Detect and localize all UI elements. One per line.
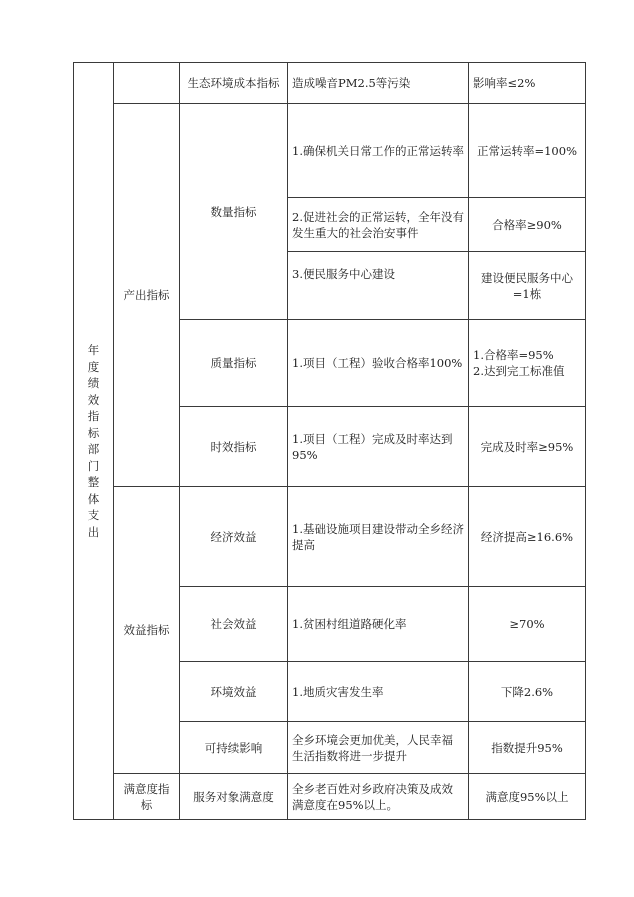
social-benefit-value: ≥70% — [469, 587, 586, 662]
timeliness-indicator-label: 时效指标 — [180, 407, 288, 487]
economic-benefit-label: 经济效益 — [180, 487, 288, 587]
table-row-satisfaction — [74, 774, 586, 820]
quantity-value-3: 建设便民服务中心=1栋 — [469, 252, 586, 320]
empty-cell — [114, 63, 180, 104]
eco-cost-value: 影响率≤2% — [469, 63, 586, 104]
quality-value — [469, 320, 586, 407]
quality-value-line-1: 1.合格率=95% — [473, 348, 554, 362]
output-indicator-label: 产出指标 — [114, 104, 180, 487]
satisfaction-indicator-label: 满意度指标 — [114, 774, 180, 820]
social-benefit-label: 社会效益 — [180, 587, 288, 662]
economic-benefit-content: 1.基础设施项目建设带动全乡经济提高 — [288, 487, 469, 587]
table-row-eco-cost — [74, 63, 586, 104]
eco-cost-index: 生态环境成本指标 — [180, 63, 288, 104]
eco-cost-content: 造成噪音PM2.5等污染 — [288, 63, 469, 104]
quantity-content-3: 3.便民服务中心建设 — [288, 252, 469, 320]
quantity-value-1: 正常运转率=100% — [469, 104, 586, 198]
environment-benefit-content: 1.地质灾害发生率 — [288, 662, 469, 722]
economic-benefit-value: 经济提高≥16.6% — [469, 487, 586, 587]
benefit-indicator-label: 效益指标 — [114, 487, 180, 774]
quantity-value-2: 合格率≥90% — [469, 198, 586, 252]
environment-benefit-label: 环境效益 — [180, 662, 288, 722]
quality-content: 1.项目（工程）验收合格率100% — [288, 320, 469, 407]
satisfaction-content: 全乡老百姓对乡政府决策及成效满意度在95%以上。 — [288, 774, 469, 820]
sustainable-impact-content: 全乡环境会更加优美，人民幸福生活指数将进一步提升 — [288, 722, 469, 774]
category-label: 年度绩效指标部门整体支出 — [87, 343, 100, 539]
social-benefit-content: 1.贫困村组道路硬化率 — [288, 587, 469, 662]
quantity-content-2: 2.促进社会的正常运转，全年没有发生重大的社会治安事件 — [288, 198, 469, 252]
satisfaction-value: 满意度95%以上 — [469, 774, 586, 820]
performance-indicator-table — [73, 62, 586, 820]
quality-value-line-2: 2.达到完工标准值 — [473, 364, 565, 378]
timeliness-value: 完成及时率≥95% — [469, 407, 586, 487]
sustainable-impact-label: 可持续影响 — [180, 722, 288, 774]
quantity-content-1: 1.确保机关日常工作的正常运转率 — [288, 104, 469, 198]
sustainable-impact-value: 指数提升95% — [469, 722, 586, 774]
table-row — [74, 104, 586, 198]
category-label-cell — [74, 63, 114, 820]
satisfaction-index: 服务对象满意度 — [180, 774, 288, 820]
quality-indicator-label: 质量指标 — [180, 320, 288, 407]
table-row — [74, 487, 586, 587]
environment-benefit-value: 下降2.6% — [469, 662, 586, 722]
quantity-indicator-label: 数量指标 — [180, 104, 288, 320]
timeliness-content: 1.项目（工程）完成及时率达到95% — [288, 407, 469, 487]
